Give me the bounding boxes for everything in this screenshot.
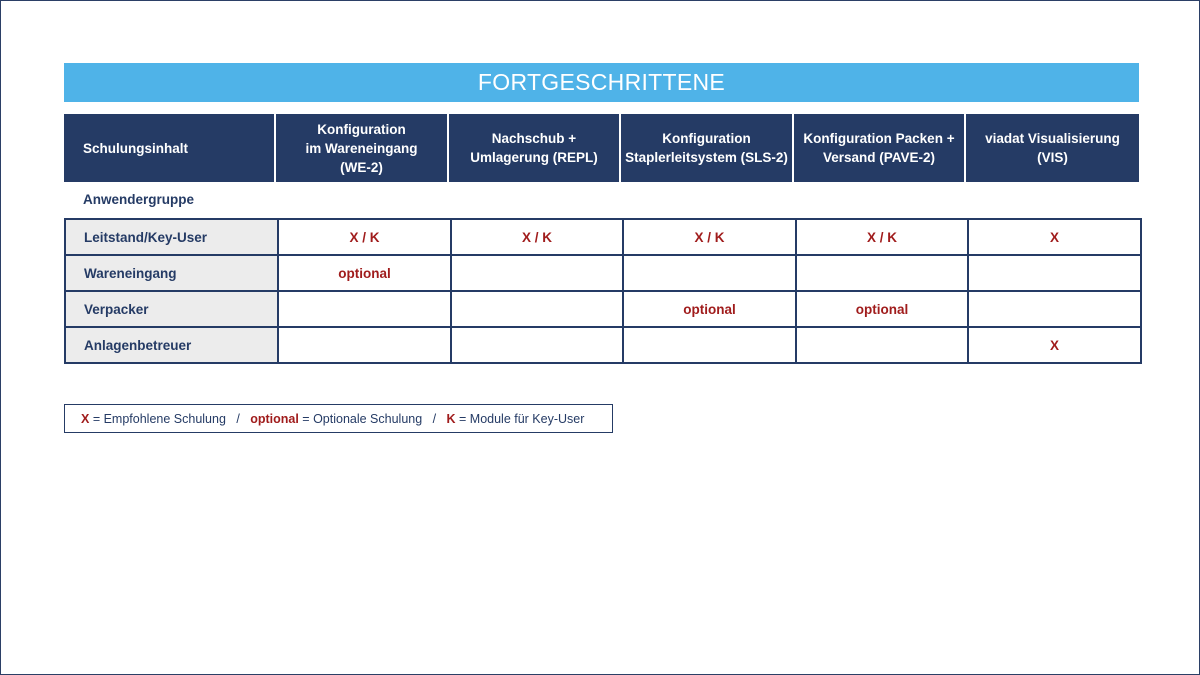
- row-label: Wareneingang: [65, 255, 278, 291]
- table-row: [65, 255, 1141, 291]
- table-row: [65, 291, 1141, 327]
- header-cell-we2: Konfiguration im Wareneingang (WE-2): [276, 114, 449, 182]
- table-cell: [451, 291, 623, 327]
- table-cell: [623, 255, 796, 291]
- legend-box: [64, 404, 613, 433]
- table-cell: X / K: [451, 219, 623, 255]
- legend-optional-text: = Optionale Schulung /: [298, 411, 447, 426]
- group-label: Anwendergruppe: [83, 192, 195, 207]
- table-cell: X: [968, 327, 1141, 363]
- row-label: Leitstand/Key-User: [65, 219, 278, 255]
- legend-x-key: X: [81, 411, 90, 426]
- table-cell: X / K: [623, 219, 796, 255]
- row-label: Verpacker: [65, 291, 278, 327]
- header-cell-sls2: Konfiguration Staplerleitsystem (SLS-2): [621, 114, 794, 182]
- table-cell: [796, 255, 968, 291]
- table-row: [65, 327, 1141, 363]
- table-cell: [623, 327, 796, 363]
- training-table: [64, 218, 1142, 364]
- table-cell: [451, 327, 623, 363]
- legend-optional-key: optional: [250, 411, 299, 426]
- table-cell: X: [968, 219, 1141, 255]
- table-cell: optional: [278, 255, 451, 291]
- header-cell-schulungsinhalt: Schulungsinhalt: [64, 114, 276, 182]
- table-cell: [278, 291, 451, 327]
- table-cell: optional: [623, 291, 796, 327]
- page-title: FORTGESCHRITTENE: [64, 63, 1139, 102]
- legend-k-key: K: [446, 411, 456, 426]
- table-cell: optional: [796, 291, 968, 327]
- table-cell: [796, 327, 968, 363]
- header-cell-pave2: Konfiguration Packen + Versand (PAVE-2): [794, 114, 966, 182]
- table-cell: [968, 255, 1141, 291]
- table-cell: [278, 327, 451, 363]
- table-cell: X / K: [278, 219, 451, 255]
- row-label: Anlagenbetreuer: [65, 327, 278, 363]
- header-cell-repl: Nachschub + Umlagerung (REPL): [449, 114, 621, 182]
- legend-x-text: = Empfohlene Schulung /: [89, 411, 251, 426]
- legend-k-text: = Module für Key-User: [455, 411, 585, 426]
- table-header: [64, 114, 1139, 182]
- table-cell: X / K: [796, 219, 968, 255]
- table-cell: [451, 255, 623, 291]
- header-cell-vis: viadat Visualisierung (VIS): [966, 114, 1139, 182]
- table-cell: [968, 291, 1141, 327]
- table-row: [65, 219, 1141, 255]
